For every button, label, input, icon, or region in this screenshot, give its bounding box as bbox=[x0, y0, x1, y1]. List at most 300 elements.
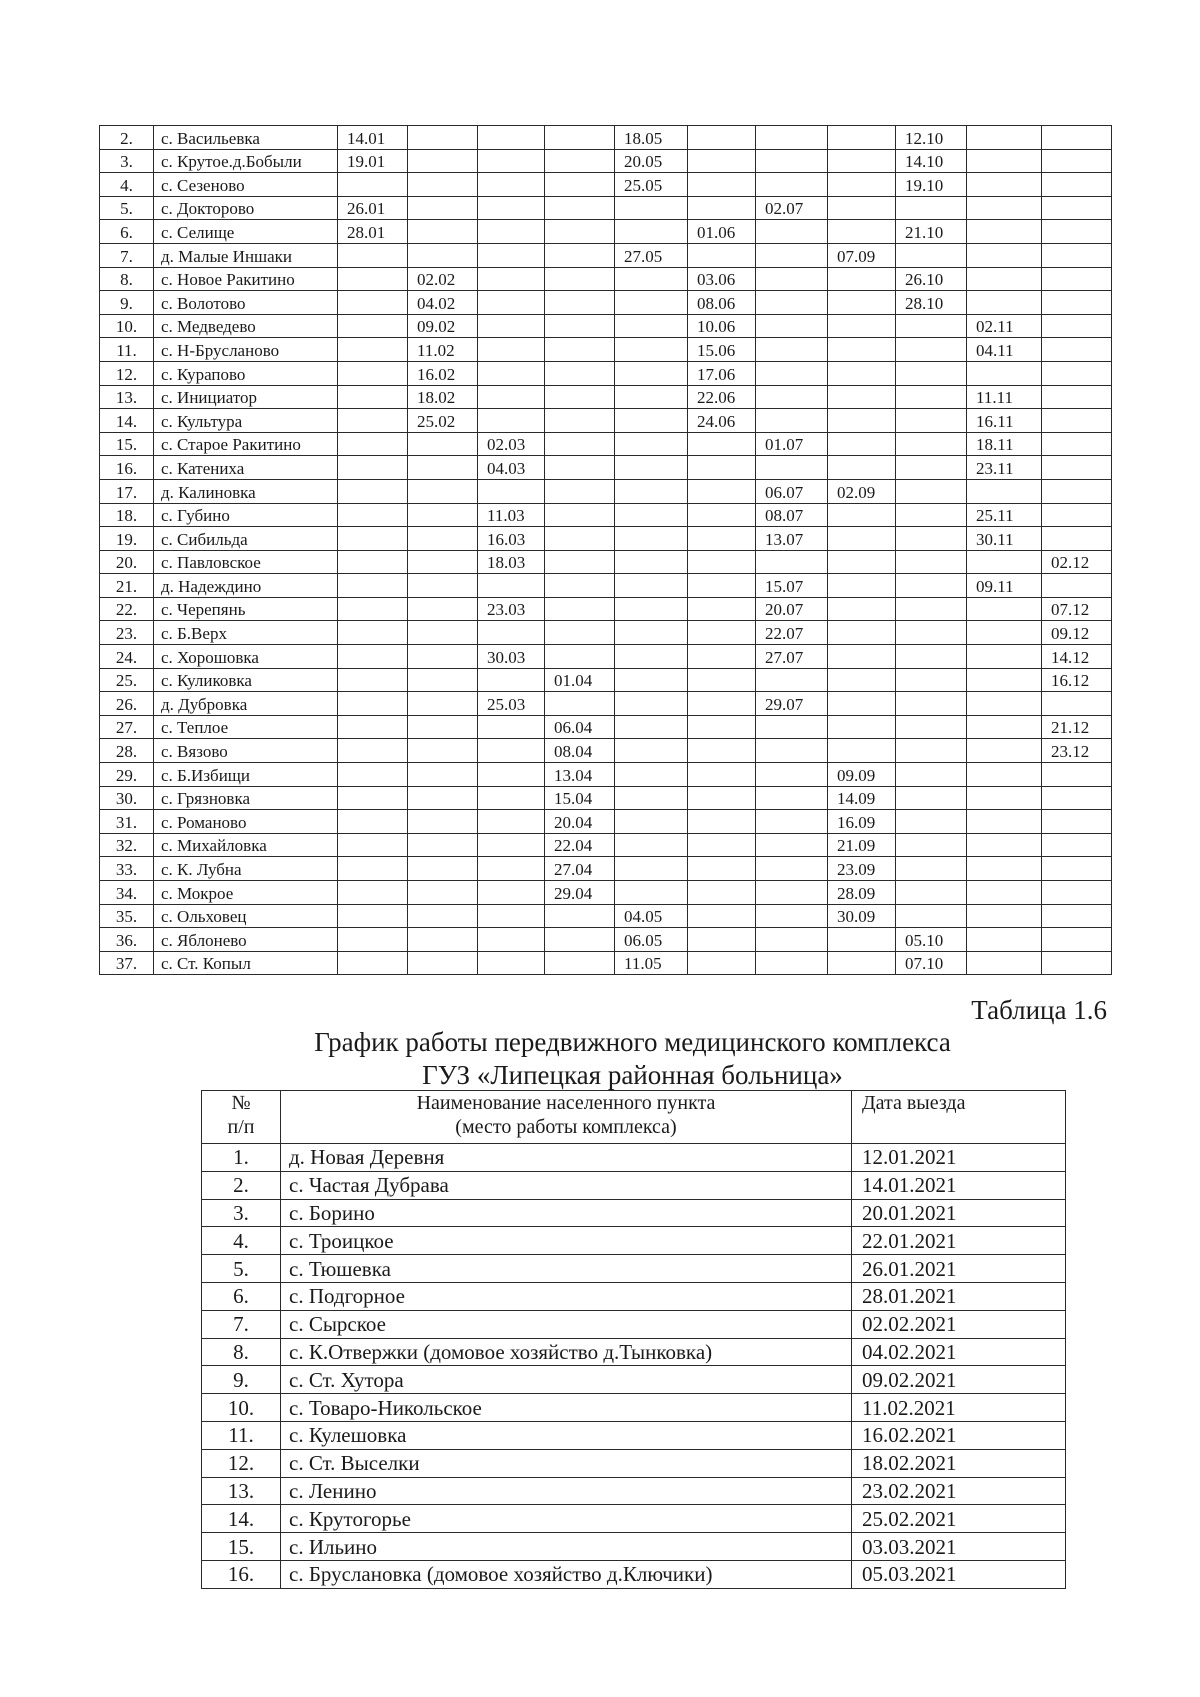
place-name: с. Грязновка bbox=[154, 786, 338, 810]
mobile-complex-schedule-table bbox=[201, 1090, 1066, 1589]
date-cell: 20.04 bbox=[545, 810, 615, 834]
date-cell bbox=[967, 126, 1042, 150]
table-row bbox=[202, 1421, 1066, 1449]
date-cell: 20.07 bbox=[756, 597, 828, 621]
date-cell: 26.10 bbox=[896, 267, 967, 291]
date-cell bbox=[967, 267, 1042, 291]
date-cell: 02.09 bbox=[828, 479, 896, 503]
date-cell bbox=[756, 715, 828, 739]
date-cell: 03.06 bbox=[688, 267, 756, 291]
row-number: 4. bbox=[202, 1227, 281, 1255]
table-number-label: Таблица 1.6 bbox=[971, 995, 1107, 1025]
date-cell bbox=[756, 739, 828, 763]
date-cell: 16.03 bbox=[478, 527, 545, 551]
date-cell bbox=[1042, 951, 1112, 975]
date-cell bbox=[688, 904, 756, 928]
date-cell bbox=[338, 951, 408, 975]
table-row bbox=[100, 904, 1112, 928]
date-cell bbox=[967, 692, 1042, 716]
row-number: 6. bbox=[100, 220, 154, 244]
date-cell bbox=[756, 763, 828, 787]
table-row bbox=[100, 479, 1112, 503]
date-cell bbox=[828, 739, 896, 763]
date-cell bbox=[615, 196, 688, 220]
date-cell bbox=[408, 668, 478, 692]
date-cell bbox=[545, 456, 615, 480]
date-cell bbox=[688, 243, 756, 267]
date-cell bbox=[756, 833, 828, 857]
date-cell: 18.03 bbox=[478, 550, 545, 574]
date-cell bbox=[688, 833, 756, 857]
date-cell bbox=[615, 597, 688, 621]
date-cell bbox=[478, 220, 545, 244]
date-cell bbox=[338, 527, 408, 551]
date-cell: 09.09 bbox=[828, 763, 896, 787]
date-cell bbox=[967, 220, 1042, 244]
date-cell: 02.02 bbox=[408, 267, 478, 291]
table-row bbox=[100, 881, 1112, 905]
row-number: 15. bbox=[202, 1533, 281, 1561]
date-cell bbox=[756, 456, 828, 480]
date-cell bbox=[688, 645, 756, 669]
date-cell: 25.11 bbox=[967, 503, 1042, 527]
date-cell bbox=[478, 361, 545, 385]
date-cell bbox=[545, 361, 615, 385]
date-cell bbox=[615, 645, 688, 669]
row-number: 16. bbox=[202, 1560, 281, 1588]
date-cell: 30.03 bbox=[478, 645, 545, 669]
date-cell bbox=[338, 715, 408, 739]
date-cell bbox=[828, 550, 896, 574]
date-cell bbox=[828, 928, 896, 952]
date-cell bbox=[545, 291, 615, 315]
date-cell bbox=[756, 881, 828, 905]
table-row bbox=[100, 385, 1112, 409]
date-cell bbox=[338, 291, 408, 315]
row-number: 13. bbox=[202, 1477, 281, 1505]
date-cell bbox=[545, 503, 615, 527]
place-name: д. Новая Деревня bbox=[281, 1144, 852, 1172]
date-cell bbox=[896, 786, 967, 810]
date-cell bbox=[1042, 904, 1112, 928]
date-cell bbox=[478, 857, 545, 881]
date-cell bbox=[408, 432, 478, 456]
table-row bbox=[100, 928, 1112, 952]
date-cell bbox=[545, 574, 615, 598]
place-name: с. Сибильда bbox=[154, 527, 338, 551]
title-line-2: ГУЗ «Липецкая районная больница» bbox=[422, 1060, 843, 1090]
date-cell: 08.04 bbox=[545, 739, 615, 763]
table-row bbox=[202, 1199, 1066, 1227]
date-cell bbox=[545, 692, 615, 716]
date-cell bbox=[688, 597, 756, 621]
date-cell: 20.05 bbox=[615, 149, 688, 173]
date-cell bbox=[408, 645, 478, 669]
date-cell: 14.09 bbox=[828, 786, 896, 810]
date-cell bbox=[1042, 810, 1112, 834]
date-cell: 04.03 bbox=[478, 456, 545, 480]
departure-date: 04.02.2021 bbox=[852, 1338, 1066, 1366]
date-cell bbox=[545, 196, 615, 220]
row-number: 3. bbox=[100, 149, 154, 173]
row-number: 20. bbox=[100, 550, 154, 574]
place-name: с. Катениха bbox=[154, 456, 338, 480]
date-cell bbox=[967, 550, 1042, 574]
date-cell bbox=[828, 951, 896, 975]
date-cell bbox=[338, 314, 408, 338]
date-cell bbox=[338, 338, 408, 362]
row-number: 9. bbox=[100, 291, 154, 315]
date-cell bbox=[1042, 220, 1112, 244]
date-cell bbox=[688, 126, 756, 150]
departure-date: 03.03.2021 bbox=[852, 1533, 1066, 1561]
date-cell bbox=[478, 763, 545, 787]
date-cell bbox=[615, 833, 688, 857]
date-cell: 09.11 bbox=[967, 574, 1042, 598]
date-cell bbox=[1042, 881, 1112, 905]
date-cell: 15.06 bbox=[688, 338, 756, 362]
date-cell bbox=[545, 314, 615, 338]
date-cell bbox=[478, 810, 545, 834]
table-row bbox=[202, 1144, 1066, 1172]
date-cell bbox=[967, 739, 1042, 763]
place-name: с. Ст. Копыл bbox=[154, 951, 338, 975]
departure-date: 22.01.2021 bbox=[852, 1227, 1066, 1255]
date-cell bbox=[688, 810, 756, 834]
date-cell bbox=[408, 149, 478, 173]
date-cell bbox=[408, 786, 478, 810]
date-cell bbox=[1042, 126, 1112, 150]
date-cell: 11.02 bbox=[408, 338, 478, 362]
date-cell: 14.01 bbox=[338, 126, 408, 150]
date-cell bbox=[408, 621, 478, 645]
date-cell bbox=[545, 928, 615, 952]
header-place-line-2: (место работы комплекса) bbox=[455, 1116, 677, 1138]
date-cell bbox=[478, 786, 545, 810]
row-number: 5. bbox=[202, 1255, 281, 1283]
date-cell bbox=[896, 904, 967, 928]
date-cell bbox=[478, 314, 545, 338]
date-cell bbox=[756, 220, 828, 244]
date-cell: 11.03 bbox=[478, 503, 545, 527]
table-row bbox=[100, 409, 1112, 433]
date-cell bbox=[896, 527, 967, 551]
date-cell bbox=[338, 361, 408, 385]
table-row bbox=[100, 196, 1112, 220]
date-cell bbox=[896, 621, 967, 645]
date-cell bbox=[478, 621, 545, 645]
place-name: с. Ольховец bbox=[154, 904, 338, 928]
date-cell bbox=[828, 173, 896, 197]
date-cell bbox=[338, 432, 408, 456]
date-cell bbox=[615, 456, 688, 480]
date-cell bbox=[896, 314, 967, 338]
date-cell: 14.10 bbox=[896, 149, 967, 173]
date-cell bbox=[408, 715, 478, 739]
date-cell bbox=[408, 951, 478, 975]
row-number: 12. bbox=[100, 361, 154, 385]
place-name: с. Старое Ракитино bbox=[154, 432, 338, 456]
place-name: с. Товаро-Никольское bbox=[281, 1394, 852, 1422]
date-cell bbox=[688, 479, 756, 503]
date-cell bbox=[756, 951, 828, 975]
date-cell bbox=[896, 645, 967, 669]
place-name: с. Троицкое bbox=[281, 1227, 852, 1255]
date-cell bbox=[408, 503, 478, 527]
row-number: 32. bbox=[100, 833, 154, 857]
date-cell: 23.11 bbox=[967, 456, 1042, 480]
date-cell bbox=[896, 833, 967, 857]
row-number: 11. bbox=[202, 1421, 281, 1449]
date-cell bbox=[828, 126, 896, 150]
row-number: 10. bbox=[202, 1394, 281, 1422]
row-number: 15. bbox=[100, 432, 154, 456]
date-cell: 21.09 bbox=[828, 833, 896, 857]
place-name: с. Волотово bbox=[154, 291, 338, 315]
date-cell bbox=[688, 574, 756, 598]
date-cell bbox=[967, 645, 1042, 669]
date-cell bbox=[756, 409, 828, 433]
row-number: 11. bbox=[100, 338, 154, 362]
date-cell bbox=[896, 385, 967, 409]
row-number: 28. bbox=[100, 739, 154, 763]
date-cell bbox=[688, 668, 756, 692]
date-cell: 25.05 bbox=[615, 173, 688, 197]
table-row bbox=[202, 1282, 1066, 1310]
date-cell bbox=[545, 432, 615, 456]
date-cell bbox=[408, 527, 478, 551]
row-number: 1. bbox=[202, 1144, 281, 1172]
date-cell bbox=[1042, 243, 1112, 267]
row-number: 25. bbox=[100, 668, 154, 692]
date-cell: 04.05 bbox=[615, 904, 688, 928]
date-cell bbox=[756, 126, 828, 150]
date-cell bbox=[478, 196, 545, 220]
row-number: 30. bbox=[100, 786, 154, 810]
date-cell bbox=[615, 763, 688, 787]
table-row bbox=[202, 1338, 1066, 1366]
date-cell bbox=[408, 479, 478, 503]
table-row bbox=[202, 1255, 1066, 1283]
date-cell bbox=[896, 739, 967, 763]
departure-date: 14.01.2021 bbox=[852, 1171, 1066, 1199]
date-cell: 29.07 bbox=[756, 692, 828, 716]
row-number: 4. bbox=[100, 173, 154, 197]
date-cell bbox=[478, 338, 545, 362]
date-cell bbox=[338, 173, 408, 197]
date-cell bbox=[338, 810, 408, 834]
date-cell bbox=[688, 456, 756, 480]
row-number: 27. bbox=[100, 715, 154, 739]
date-cell bbox=[338, 928, 408, 952]
table-row bbox=[202, 1505, 1066, 1533]
date-cell bbox=[545, 220, 615, 244]
date-cell: 25.02 bbox=[408, 409, 478, 433]
date-cell: 07.10 bbox=[896, 951, 967, 975]
date-cell bbox=[545, 527, 615, 551]
date-cell bbox=[408, 810, 478, 834]
date-cell bbox=[896, 456, 967, 480]
place-name: с. Частая Дубрава bbox=[281, 1171, 852, 1199]
date-cell bbox=[615, 314, 688, 338]
date-cell bbox=[615, 479, 688, 503]
date-cell: 28.09 bbox=[828, 881, 896, 905]
date-cell bbox=[828, 409, 896, 433]
date-cell: 11.11 bbox=[967, 385, 1042, 409]
place-name: с. Яблонево bbox=[154, 928, 338, 952]
table-row bbox=[202, 1394, 1066, 1422]
date-cell: 02.07 bbox=[756, 196, 828, 220]
date-cell bbox=[967, 951, 1042, 975]
place-name: с. Вязово bbox=[154, 739, 338, 763]
date-cell: 29.04 bbox=[545, 881, 615, 905]
date-cell bbox=[967, 668, 1042, 692]
date-cell bbox=[545, 597, 615, 621]
place-name: с. Докторово bbox=[154, 196, 338, 220]
place-name: с. Крутое.д.Бобыли bbox=[154, 149, 338, 173]
date-cell bbox=[615, 220, 688, 244]
date-cell: 18.02 bbox=[408, 385, 478, 409]
place-name: с. Б.Избищи bbox=[154, 763, 338, 787]
date-cell bbox=[967, 149, 1042, 173]
date-cell bbox=[338, 692, 408, 716]
date-cell bbox=[615, 432, 688, 456]
table-row bbox=[100, 857, 1112, 881]
place-name: с. Сырское bbox=[281, 1310, 852, 1338]
date-cell: 28.10 bbox=[896, 291, 967, 315]
date-cell bbox=[615, 361, 688, 385]
date-cell bbox=[615, 527, 688, 551]
date-cell bbox=[828, 220, 896, 244]
row-number: 18. bbox=[100, 503, 154, 527]
date-cell bbox=[756, 149, 828, 173]
row-number: 7. bbox=[100, 243, 154, 267]
place-name: с. Черепянь bbox=[154, 597, 338, 621]
departure-date: 09.02.2021 bbox=[852, 1366, 1066, 1394]
table-row bbox=[100, 763, 1112, 787]
date-cell bbox=[688, 786, 756, 810]
date-cell bbox=[478, 951, 545, 975]
date-cell bbox=[756, 361, 828, 385]
place-name: с. Культура bbox=[154, 409, 338, 433]
date-cell bbox=[756, 857, 828, 881]
place-name: с. Крутогорье bbox=[281, 1505, 852, 1533]
place-name: с. Ленино bbox=[281, 1477, 852, 1505]
date-cell bbox=[338, 409, 408, 433]
date-cell bbox=[615, 291, 688, 315]
date-cell bbox=[338, 621, 408, 645]
date-cell bbox=[478, 739, 545, 763]
date-cell bbox=[967, 196, 1042, 220]
title-line-1: График работы передвижного медицинского комплекса bbox=[314, 1027, 951, 1057]
date-cell bbox=[756, 314, 828, 338]
date-cell bbox=[896, 763, 967, 787]
table-row bbox=[100, 267, 1112, 291]
date-cell bbox=[338, 503, 408, 527]
date-cell bbox=[478, 267, 545, 291]
departure-date: 05.03.2021 bbox=[852, 1560, 1066, 1588]
place-name: с. Инициатор bbox=[154, 385, 338, 409]
date-cell bbox=[896, 692, 967, 716]
date-cell: 27.07 bbox=[756, 645, 828, 669]
place-name: с. Тюшевка bbox=[281, 1255, 852, 1283]
row-number: 2. bbox=[100, 126, 154, 150]
place-name: с. Хорошовка bbox=[154, 645, 338, 669]
date-cell bbox=[828, 668, 896, 692]
place-name: с. Романово bbox=[154, 810, 338, 834]
date-cell bbox=[615, 668, 688, 692]
date-cell bbox=[896, 810, 967, 834]
date-cell bbox=[338, 668, 408, 692]
date-cell bbox=[338, 739, 408, 763]
date-cell bbox=[408, 739, 478, 763]
row-number: 3. bbox=[202, 1199, 281, 1227]
row-number: 8. bbox=[100, 267, 154, 291]
table-row bbox=[202, 1477, 1066, 1505]
date-cell bbox=[338, 550, 408, 574]
date-cell: 04.11 bbox=[967, 338, 1042, 362]
row-number: 12. bbox=[202, 1449, 281, 1477]
date-cell bbox=[545, 479, 615, 503]
date-cell bbox=[688, 149, 756, 173]
table-row bbox=[100, 692, 1112, 716]
date-cell bbox=[1042, 149, 1112, 173]
row-number: 23. bbox=[100, 621, 154, 645]
date-cell bbox=[338, 645, 408, 669]
date-cell: 16.11 bbox=[967, 409, 1042, 433]
date-cell bbox=[1042, 432, 1112, 456]
date-cell bbox=[478, 291, 545, 315]
date-cell bbox=[828, 527, 896, 551]
date-cell: 15.04 bbox=[545, 786, 615, 810]
date-cell bbox=[756, 810, 828, 834]
row-number: 7. bbox=[202, 1310, 281, 1338]
date-cell bbox=[338, 574, 408, 598]
table-header-row bbox=[202, 1091, 1066, 1144]
date-cell bbox=[338, 904, 408, 928]
date-cell: 02.03 bbox=[478, 432, 545, 456]
table-row bbox=[100, 621, 1112, 645]
row-number: 33. bbox=[100, 857, 154, 881]
date-cell bbox=[688, 763, 756, 787]
date-cell bbox=[338, 857, 408, 881]
date-cell bbox=[828, 503, 896, 527]
departure-date: 11.02.2021 bbox=[852, 1394, 1066, 1422]
date-cell bbox=[688, 739, 756, 763]
date-cell bbox=[478, 715, 545, 739]
table-row bbox=[100, 786, 1112, 810]
date-cell bbox=[1042, 456, 1112, 480]
date-cell bbox=[1042, 503, 1112, 527]
date-cell: 01.06 bbox=[688, 220, 756, 244]
date-cell bbox=[828, 621, 896, 645]
date-cell bbox=[688, 881, 756, 905]
date-cell bbox=[1042, 763, 1112, 787]
date-cell bbox=[1042, 527, 1112, 551]
date-cell bbox=[1042, 786, 1112, 810]
date-cell bbox=[478, 928, 545, 952]
row-number: 19. bbox=[100, 527, 154, 551]
table-row bbox=[100, 833, 1112, 857]
date-cell bbox=[967, 243, 1042, 267]
date-cell: 21.10 bbox=[896, 220, 967, 244]
table-row bbox=[100, 173, 1112, 197]
date-cell: 22.06 bbox=[688, 385, 756, 409]
date-cell: 19.10 bbox=[896, 173, 967, 197]
place-name: с. Теплое bbox=[154, 715, 338, 739]
row-number: 37. bbox=[100, 951, 154, 975]
date-cell bbox=[1042, 173, 1112, 197]
